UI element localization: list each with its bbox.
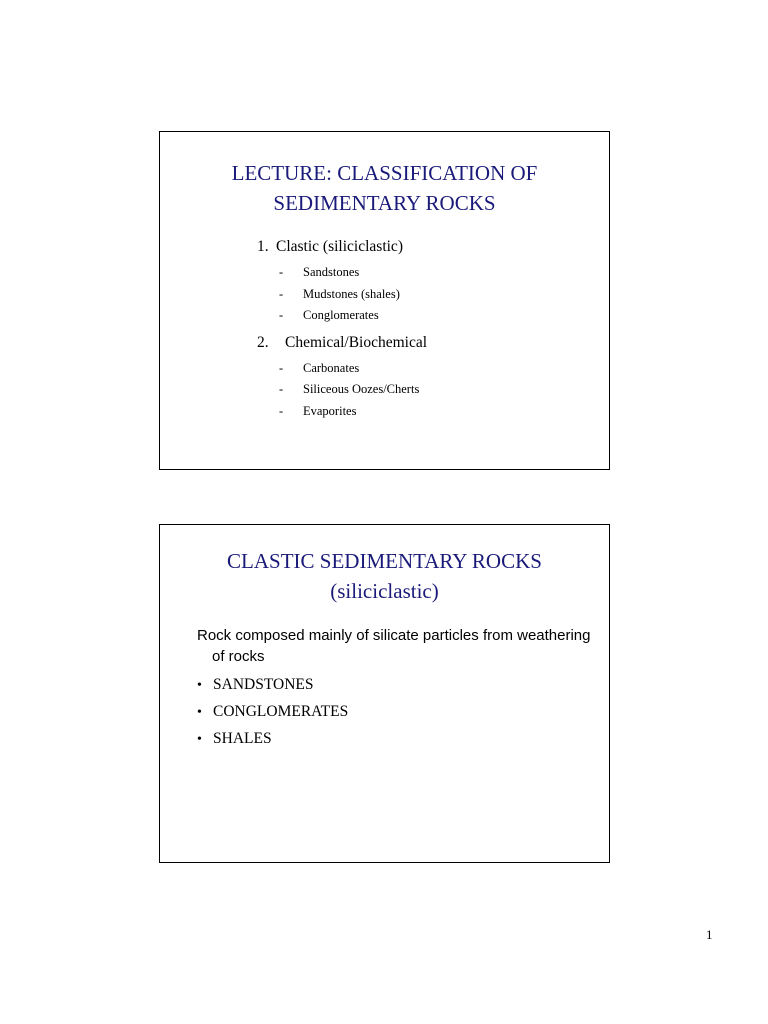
list-item xyxy=(257,379,587,401)
list-item-label: Siliceous Oozes/Cherts xyxy=(303,382,420,396)
item-label: Clastic (siliciclastic) xyxy=(276,238,403,255)
list-item-label: Mudstones (shales) xyxy=(303,286,400,301)
page-number: 1 xyxy=(706,927,713,942)
item-label: Chemical/Biochemical xyxy=(285,333,428,351)
bullet-marker: • xyxy=(197,678,202,693)
classification-list xyxy=(257,237,587,428)
list-item xyxy=(257,284,587,306)
sub-list-clastic xyxy=(257,262,587,327)
slide-title-line: SEDIMENTARY ROCKS xyxy=(273,191,496,215)
bullet-item xyxy=(197,672,597,699)
list-item-label: Conglomerates xyxy=(303,308,379,322)
bullet-label: CONGLOMERATES xyxy=(213,703,349,720)
slide-classification xyxy=(159,131,610,470)
bullet-item xyxy=(197,699,597,726)
dash-marker: - xyxy=(279,360,284,375)
list-item xyxy=(257,262,587,284)
list-item xyxy=(257,358,587,380)
sub-list-chemical xyxy=(257,358,587,423)
list-item-label: Sandstones xyxy=(303,265,360,279)
dash-marker: - xyxy=(279,308,284,322)
slide-title xyxy=(160,546,609,606)
dash-marker: - xyxy=(279,265,284,279)
slide-title-line: LECTURE: CLASSIFICATION OF xyxy=(231,161,538,185)
list-item xyxy=(257,305,587,327)
dash-marker: - xyxy=(279,403,284,418)
numbered-item-clastic xyxy=(257,237,587,257)
slide-title xyxy=(160,158,609,218)
slide-body xyxy=(197,625,597,753)
bullet-label: SHALES xyxy=(213,730,272,747)
bullet-label: SANDSTONES xyxy=(213,676,314,693)
dash-marker: - xyxy=(279,286,284,301)
slide-clastic-rocks xyxy=(159,524,610,863)
bullet-list xyxy=(197,672,597,753)
bullet-marker: • xyxy=(197,732,202,747)
numbered-item-chemical xyxy=(257,333,587,353)
definition-text: Rock composed mainly of silicate particles from weathering of rocks xyxy=(197,627,591,665)
list-item xyxy=(257,401,587,423)
bullet-item xyxy=(197,726,597,753)
dash-marker: - xyxy=(279,382,284,396)
bullet-marker: • xyxy=(197,705,202,720)
list-item-label: Evaporites xyxy=(303,403,357,418)
list-item-label: Carbonates xyxy=(303,360,360,375)
slide-title-line: CLASTIC SEDIMENTARY ROCKS xyxy=(227,549,542,573)
slide-title-line: (siliciclastic) xyxy=(330,579,439,603)
item-number: 2. xyxy=(257,333,269,351)
item-number: 1. xyxy=(257,238,269,255)
